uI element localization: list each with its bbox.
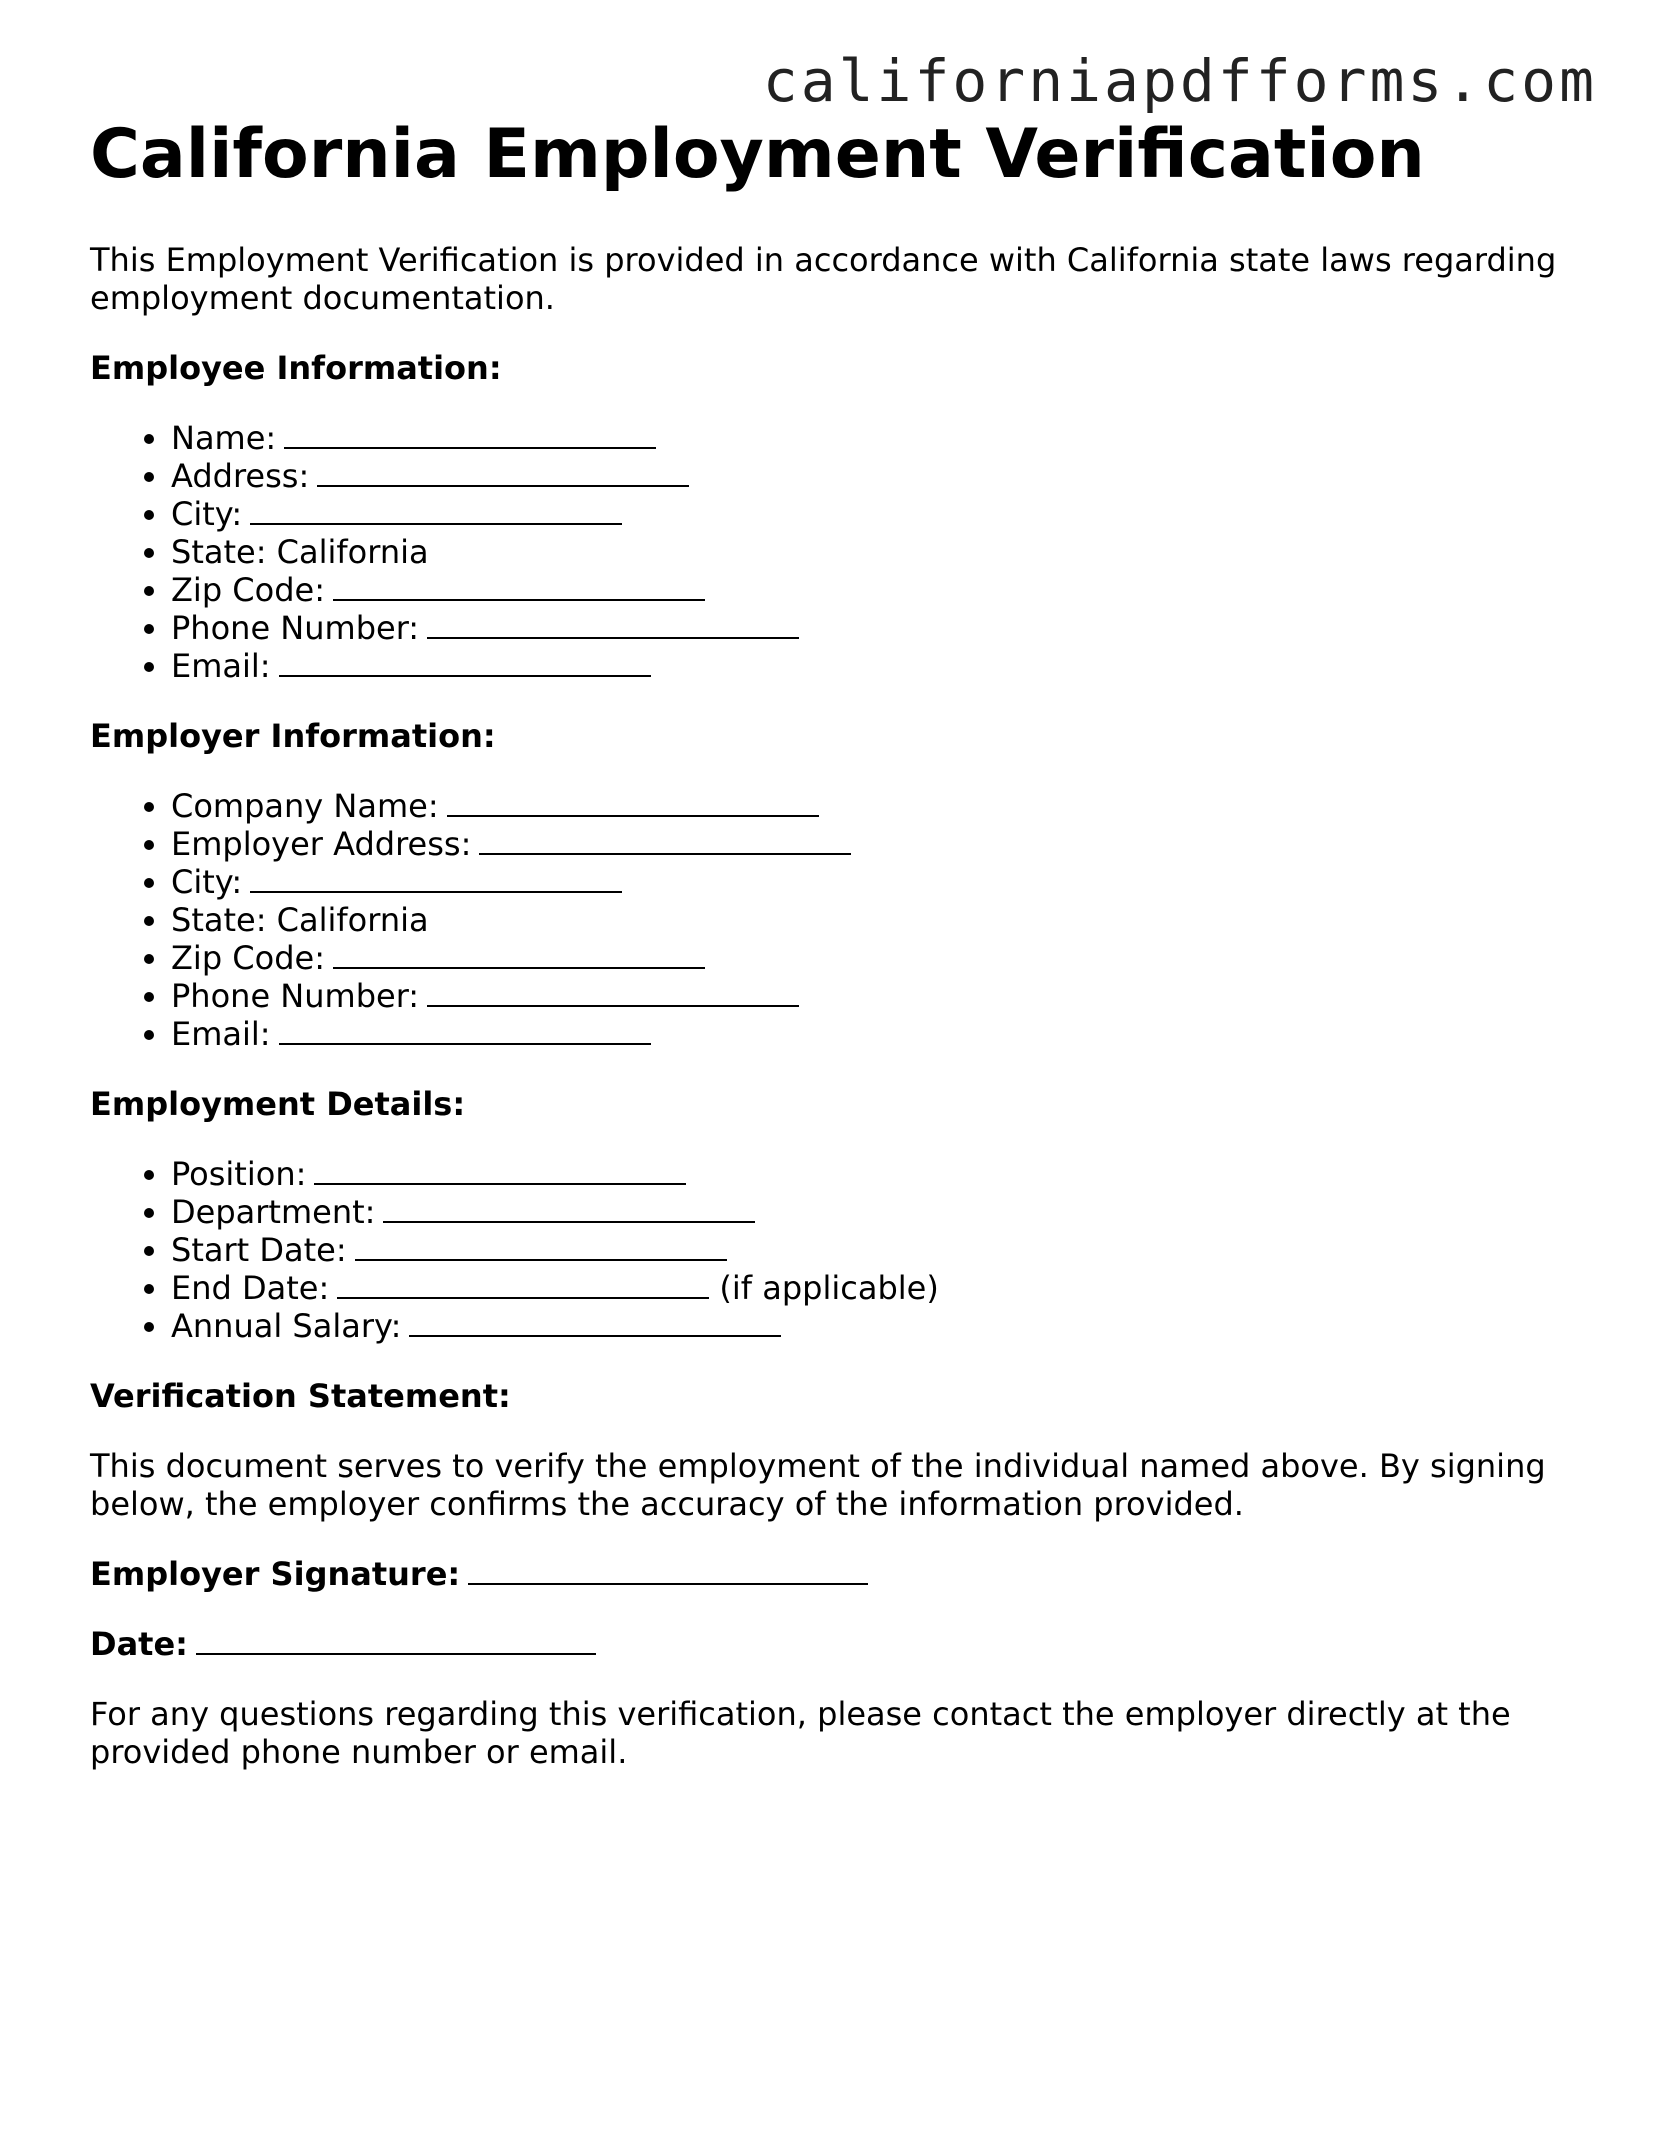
employment-salary-label: Annual Salary:: [171, 1306, 402, 1345]
document-page: [90, 115, 1590, 1803]
footer-paragraph: For any questions regarding this verification, please contact the employer directly at the provided phone number or email.: [90, 1694, 1511, 1771]
employment-start-label: Start Date:: [171, 1230, 347, 1269]
employment-position-blank[interactable]: [314, 1157, 686, 1185]
employer-signature-blank[interactable]: [468, 1557, 868, 1585]
employment-end-blank[interactable]: [337, 1271, 709, 1299]
employer-zip-item: [171, 939, 1590, 977]
employee-section-heading: Employee Information:: [90, 348, 502, 387]
employer-signature-label: Employer Signature:: [90, 1554, 461, 1593]
employment-details-list: [90, 1155, 1590, 1345]
employment-salary-item: [171, 1307, 1590, 1345]
employer-zip-blank[interactable]: [333, 941, 705, 969]
employer-email-label: Email:: [171, 1014, 271, 1053]
employer-phone-item: [171, 977, 1590, 1015]
employee-email-blank[interactable]: [279, 649, 651, 677]
date-row: [90, 1625, 1590, 1663]
employment-section-heading: Employment Details:: [90, 1084, 466, 1123]
employee-city-item: [171, 495, 1590, 533]
employer-city-item: [171, 863, 1590, 901]
employment-department-label: Department:: [171, 1192, 376, 1231]
employee-name-item: [171, 419, 1590, 457]
employment-end-suffix: (if applicable): [719, 1268, 939, 1307]
employer-email-blank[interactable]: [279, 1017, 651, 1045]
employer-address-item: [171, 825, 1590, 863]
employee-state-label: State: California: [171, 532, 429, 571]
date-label: Date:: [90, 1624, 188, 1663]
employer-section-heading: Employer Information:: [90, 716, 496, 755]
employer-city-blank[interactable]: [250, 865, 622, 893]
employment-department-item: [171, 1193, 1590, 1231]
employee-phone-blank[interactable]: [427, 611, 799, 639]
employment-end-label: End Date:: [171, 1268, 330, 1307]
employee-phone-label: Phone Number:: [171, 608, 420, 647]
intro-paragraph: This Employment Verification is provided in accordance with California state laws regarding employment documentation.: [90, 240, 1557, 317]
employer-info-list: [90, 787, 1590, 1053]
employee-zip-label: Zip Code:: [171, 570, 325, 609]
employment-position-item: [171, 1155, 1590, 1193]
verification-paragraph: This document serves to verify the employment of the individual named above. By signing below, the employer confirms the accuracy of the information provided.: [90, 1446, 1546, 1523]
employee-address-item: [171, 457, 1590, 495]
employment-start-item: [171, 1231, 1590, 1269]
employer-address-label: Employer Address:: [171, 824, 472, 863]
employer-signature-row: [90, 1555, 1590, 1593]
employer-city-label: City:: [171, 862, 243, 901]
employment-start-blank[interactable]: [355, 1233, 727, 1261]
employee-email-item: [171, 647, 1590, 685]
employee-state-item: [171, 533, 1590, 571]
employment-department-blank[interactable]: [383, 1195, 755, 1223]
employee-name-label: Name:: [171, 418, 277, 457]
employer-company-item: [171, 787, 1590, 825]
employer-company-blank[interactable]: [447, 789, 819, 817]
employee-address-blank[interactable]: [317, 459, 689, 487]
employer-state-item: [171, 901, 1590, 939]
employer-state-label: State: California: [171, 900, 429, 939]
employee-city-blank[interactable]: [250, 497, 622, 525]
employment-position-label: Position:: [171, 1154, 307, 1193]
employee-address-label: Address:: [171, 456, 310, 495]
date-blank[interactable]: [196, 1627, 596, 1655]
employee-zip-blank[interactable]: [333, 573, 705, 601]
employer-email-item: [171, 1015, 1590, 1053]
employee-email-label: Email:: [171, 646, 271, 685]
employer-zip-label: Zip Code:: [171, 938, 325, 977]
employer-phone-label: Phone Number:: [171, 976, 420, 1015]
employee-name-blank[interactable]: [284, 421, 656, 449]
employment-end-item: [171, 1269, 1590, 1307]
employer-company-label: Company Name:: [171, 786, 439, 825]
employee-zip-item: [171, 571, 1590, 609]
page-title: California Employment Verification: [90, 115, 1425, 194]
employee-info-list: [90, 419, 1590, 685]
employee-city-label: City:: [171, 494, 243, 533]
employee-phone-item: [171, 609, 1590, 647]
employer-phone-blank[interactable]: [427, 979, 799, 1007]
watermark: californiapdfforms.com: [762, 47, 1597, 115]
verification-section-heading: Verification Statement:: [90, 1376, 511, 1415]
employer-address-blank[interactable]: [479, 827, 851, 855]
employment-salary-blank[interactable]: [409, 1309, 781, 1337]
